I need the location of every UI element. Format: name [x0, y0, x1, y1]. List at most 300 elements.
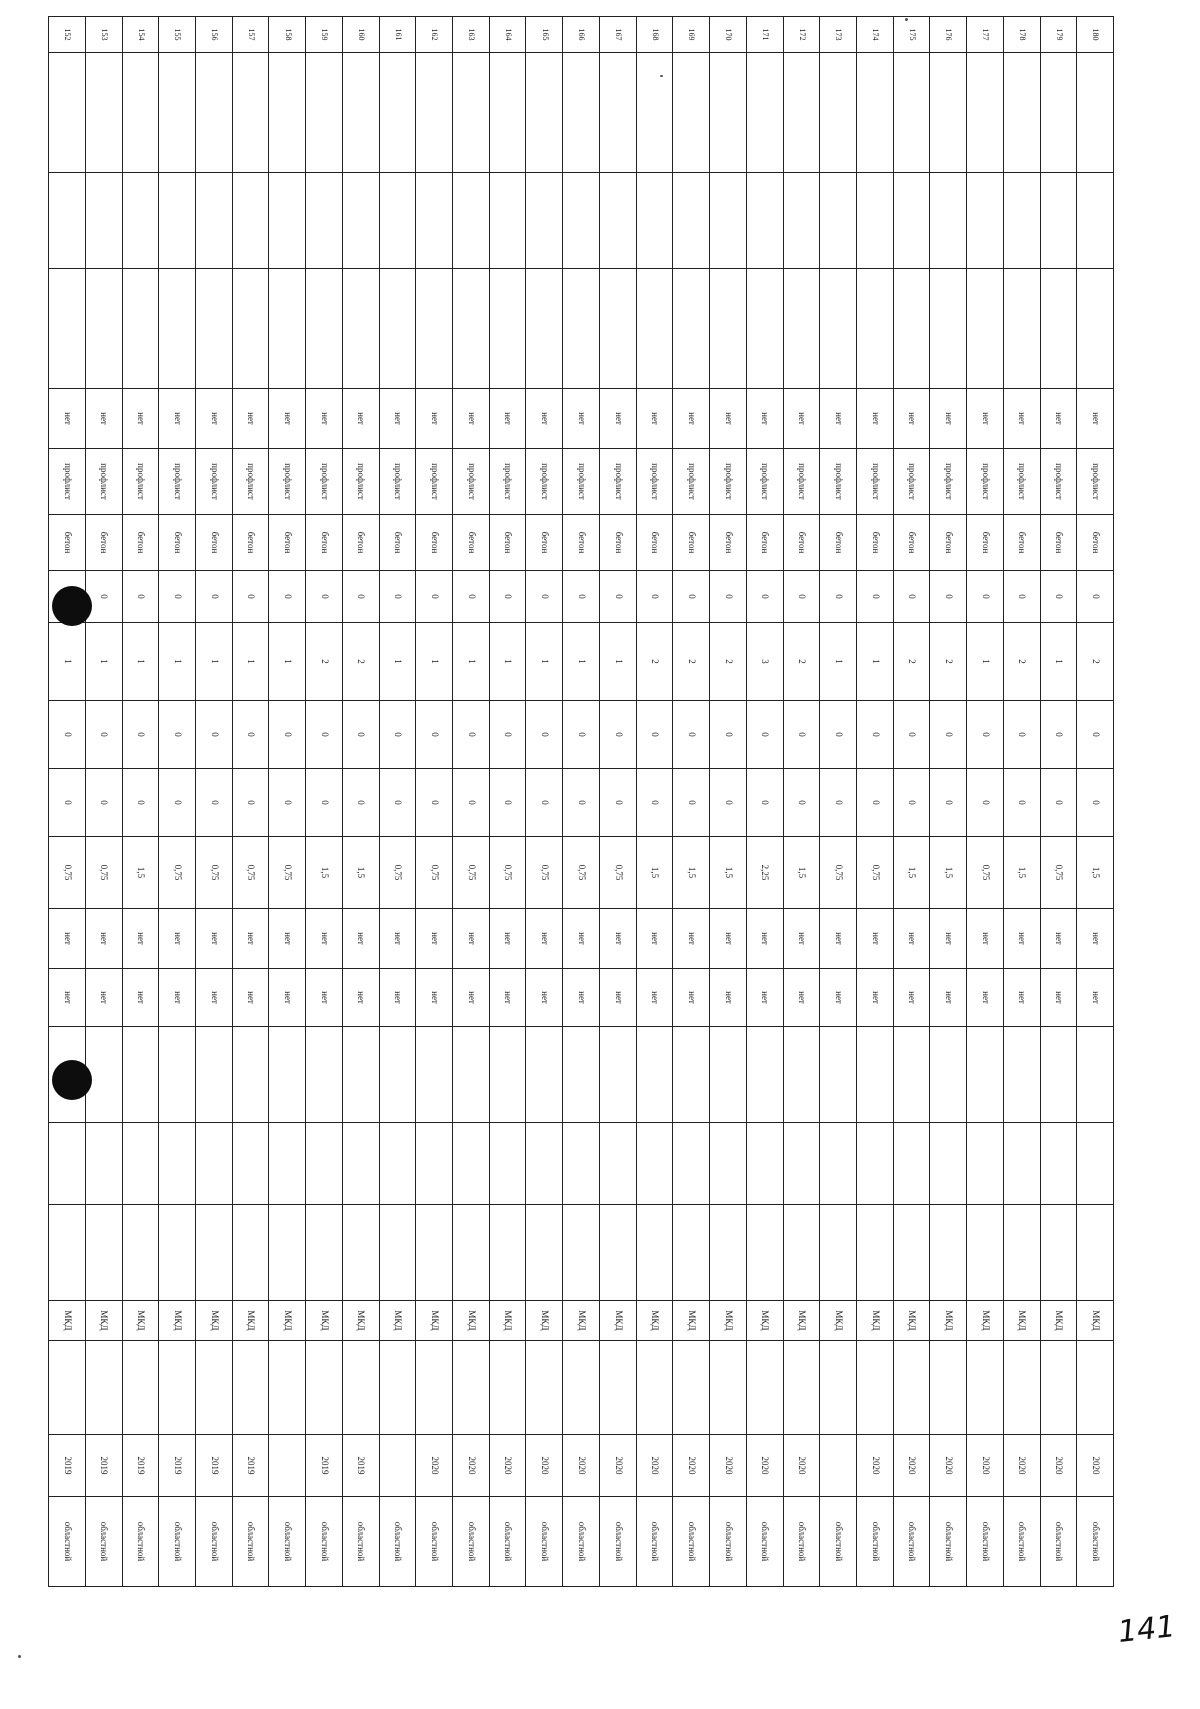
level-cell: областной: [783, 1497, 820, 1587]
table-row: [85, 17, 122, 1587]
flag-cell: нет: [122, 909, 159, 969]
ogrn-cell: [599, 1205, 636, 1301]
level-cell: областной: [526, 1497, 563, 1587]
cadastral-code: [783, 173, 820, 269]
year-cell: 2020: [1077, 1435, 1114, 1497]
subject-type: МКД: [856, 1301, 893, 1341]
cadastral-code: [526, 173, 563, 269]
address: [453, 53, 490, 173]
row-number: 161: [379, 17, 416, 53]
address-secondary: [820, 1341, 857, 1435]
address: [856, 53, 893, 173]
inn-cell: [893, 1123, 930, 1205]
flag-cell: нет: [85, 969, 122, 1027]
subject-type: МКД: [783, 1301, 820, 1341]
flag-cell: нет: [1040, 909, 1077, 969]
coordinates: [453, 269, 490, 389]
flag-cell: нет: [489, 389, 526, 449]
organization: [159, 1027, 196, 1123]
address: [820, 53, 857, 173]
volume-cell: 1,5: [1077, 837, 1114, 909]
address-secondary: [636, 1341, 673, 1435]
base-cell: бетон: [599, 515, 636, 571]
count-cell: 0: [710, 701, 747, 769]
row-number: 166: [563, 17, 600, 53]
volume-cell: 1,5: [930, 837, 967, 909]
inn-cell: [526, 1123, 563, 1205]
scan-speck: [660, 75, 663, 77]
cadastral-code: [49, 173, 86, 269]
flag-cell: нет: [159, 389, 196, 449]
cadastral-code: [232, 173, 269, 269]
count-cell: 1: [232, 623, 269, 701]
flag-cell: нет: [196, 969, 233, 1027]
flag-cell: нет: [416, 389, 453, 449]
cadastral-code: [342, 173, 379, 269]
coordinates: [416, 269, 453, 389]
table-row: [710, 17, 747, 1587]
coordinates: [1077, 269, 1114, 389]
coordinates: [159, 269, 196, 389]
count-cell: 0: [379, 701, 416, 769]
material-cell: профлист: [269, 449, 306, 515]
level-cell: областной: [306, 1497, 343, 1587]
table-row: [342, 17, 379, 1587]
row-number: 170: [710, 17, 747, 53]
flag-cell: нет: [820, 909, 857, 969]
volume-cell: 0,75: [196, 837, 233, 909]
volume-cell: 1,5: [783, 837, 820, 909]
level-cell: областной: [196, 1497, 233, 1587]
organization: [856, 1027, 893, 1123]
material-cell: профлист: [967, 449, 1004, 515]
count-cell: 0: [526, 769, 563, 837]
ogrn-cell: [930, 1205, 967, 1301]
count-cell: 1: [1040, 623, 1077, 701]
organization: [783, 1027, 820, 1123]
count-cell: 2: [783, 623, 820, 701]
address-secondary: [85, 1341, 122, 1435]
flag-cell: нет: [379, 969, 416, 1027]
ogrn-cell: [122, 1205, 159, 1301]
count-cell: 0: [416, 701, 453, 769]
count-cell: 0: [1003, 769, 1040, 837]
material-cell: профлист: [49, 449, 86, 515]
volume-cell: 0,75: [820, 837, 857, 909]
flag-cell: нет: [1003, 909, 1040, 969]
address-secondary: [930, 1341, 967, 1435]
address-secondary: [342, 1341, 379, 1435]
subject-type: МКД: [122, 1301, 159, 1341]
level-cell: областной: [563, 1497, 600, 1587]
level-cell: областной: [746, 1497, 783, 1587]
volume-cell: 0,75: [1040, 837, 1077, 909]
year-cell: [820, 1435, 857, 1497]
inn-cell: [820, 1123, 857, 1205]
address: [306, 53, 343, 173]
flag-cell: нет: [599, 909, 636, 969]
count-cell: 1: [453, 623, 490, 701]
count-cell: 0: [893, 571, 930, 623]
address: [673, 53, 710, 173]
address-secondary: [893, 1341, 930, 1435]
inn-cell: [379, 1123, 416, 1205]
register-table: [48, 16, 1114, 1587]
coordinates: [563, 269, 600, 389]
inn-cell: [1040, 1123, 1077, 1205]
cadastral-code: [856, 173, 893, 269]
year-cell: 2019: [122, 1435, 159, 1497]
year-cell: 2020: [967, 1435, 1004, 1497]
flag-cell: нет: [820, 389, 857, 449]
flag-cell: нет: [416, 969, 453, 1027]
organization: [453, 1027, 490, 1123]
coordinates: [489, 269, 526, 389]
subject-type: МКД: [269, 1301, 306, 1341]
address: [710, 53, 747, 173]
volume-cell: 1,5: [1003, 837, 1040, 909]
address-secondary: [1040, 1341, 1077, 1435]
level-cell: областной: [269, 1497, 306, 1587]
flag-cell: нет: [636, 389, 673, 449]
inn-cell: [673, 1123, 710, 1205]
address-secondary: [710, 1341, 747, 1435]
organization: [196, 1027, 233, 1123]
flag-cell: нет: [967, 969, 1004, 1027]
address-secondary: [232, 1341, 269, 1435]
count-cell: 0: [673, 769, 710, 837]
organization: [563, 1027, 600, 1123]
count-cell: 0: [489, 701, 526, 769]
coordinates: [49, 269, 86, 389]
count-cell: 0: [599, 769, 636, 837]
coordinates: [122, 269, 159, 389]
organization: [306, 1027, 343, 1123]
cadastral-code: [636, 173, 673, 269]
flag-cell: нет: [342, 909, 379, 969]
address: [636, 53, 673, 173]
flag-cell: нет: [49, 969, 86, 1027]
subject-type: МКД: [710, 1301, 747, 1341]
count-cell: 0: [820, 769, 857, 837]
volume-cell: 1,5: [342, 837, 379, 909]
count-cell: 0: [1040, 769, 1077, 837]
subject-type: МКД: [379, 1301, 416, 1341]
inn-cell: [49, 1123, 86, 1205]
flag-cell: нет: [673, 969, 710, 1027]
address-secondary: [599, 1341, 636, 1435]
ogrn-cell: [49, 1205, 86, 1301]
inn-cell: [783, 1123, 820, 1205]
material-cell: профлист: [1040, 449, 1077, 515]
flag-cell: нет: [563, 389, 600, 449]
flag-cell: нет: [85, 909, 122, 969]
coordinates: [306, 269, 343, 389]
volume-cell: 0,75: [526, 837, 563, 909]
table-row: [379, 17, 416, 1587]
table-row: [196, 17, 233, 1587]
coordinates: [783, 269, 820, 389]
base-cell: бетон: [49, 515, 86, 571]
year-cell: 2020: [710, 1435, 747, 1497]
material-cell: профлист: [526, 449, 563, 515]
count-cell: 2: [636, 623, 673, 701]
cadastral-code: [673, 173, 710, 269]
count-cell: 0: [673, 571, 710, 623]
flag-cell: нет: [967, 389, 1004, 449]
address-secondary: [416, 1341, 453, 1435]
organization: [122, 1027, 159, 1123]
address-secondary: [269, 1341, 306, 1435]
count-cell: 0: [820, 571, 857, 623]
inn-cell: [636, 1123, 673, 1205]
count-cell: 0: [453, 571, 490, 623]
base-cell: бетон: [636, 515, 673, 571]
level-cell: областной: [85, 1497, 122, 1587]
register-rows: [49, 17, 1114, 1587]
material-cell: профлист: [893, 449, 930, 515]
count-cell: 2: [710, 623, 747, 701]
cadastral-code: [1077, 173, 1114, 269]
count-cell: 0: [820, 701, 857, 769]
flag-cell: нет: [967, 909, 1004, 969]
row-number: 177: [967, 17, 1004, 53]
table-row: [416, 17, 453, 1587]
address-secondary: [489, 1341, 526, 1435]
volume-cell: 1,5: [673, 837, 710, 909]
address: [1077, 53, 1114, 173]
flag-cell: нет: [746, 389, 783, 449]
scan-speck: [18, 1655, 21, 1658]
volume-cell: 0,75: [232, 837, 269, 909]
count-cell: 2: [673, 623, 710, 701]
count-cell: 0: [1003, 571, 1040, 623]
level-cell: областной: [489, 1497, 526, 1587]
flag-cell: нет: [783, 909, 820, 969]
flag-cell: нет: [893, 909, 930, 969]
base-cell: бетон: [1003, 515, 1040, 571]
year-cell: 2019: [159, 1435, 196, 1497]
flag-cell: нет: [1040, 969, 1077, 1027]
count-cell: 0: [636, 769, 673, 837]
material-cell: профлист: [196, 449, 233, 515]
address: [232, 53, 269, 173]
table-row: [1003, 17, 1040, 1587]
count-cell: 0: [232, 769, 269, 837]
address: [379, 53, 416, 173]
year-cell: 2019: [342, 1435, 379, 1497]
address: [159, 53, 196, 173]
inn-cell: [416, 1123, 453, 1205]
inn-cell: [85, 1123, 122, 1205]
level-cell: областной: [1003, 1497, 1040, 1587]
ogrn-cell: [416, 1205, 453, 1301]
year-cell: 2020: [746, 1435, 783, 1497]
count-cell: 0: [342, 769, 379, 837]
address: [269, 53, 306, 173]
base-cell: бетон: [159, 515, 196, 571]
organization: [1077, 1027, 1114, 1123]
count-cell: 0: [856, 701, 893, 769]
ogrn-cell: [489, 1205, 526, 1301]
inn-cell: [453, 1123, 490, 1205]
subject-type: МКД: [306, 1301, 343, 1341]
count-cell: 0: [1040, 571, 1077, 623]
ogrn-cell: [85, 1205, 122, 1301]
level-cell: областной: [893, 1497, 930, 1587]
count-cell: 0: [489, 571, 526, 623]
count-cell: 0: [1077, 701, 1114, 769]
count-cell: 0: [673, 701, 710, 769]
base-cell: бетон: [453, 515, 490, 571]
table-row: [967, 17, 1004, 1587]
base-cell: бетон: [269, 515, 306, 571]
level-cell: областной: [159, 1497, 196, 1587]
volume-cell: 0,75: [599, 837, 636, 909]
address-secondary: [453, 1341, 490, 1435]
table-row: [930, 17, 967, 1587]
subject-type: МКД: [967, 1301, 1004, 1341]
material-cell: профлист: [710, 449, 747, 515]
material-cell: профлист: [820, 449, 857, 515]
year-cell: 2020: [1003, 1435, 1040, 1497]
base-cell: бетон: [856, 515, 893, 571]
table-row: [599, 17, 636, 1587]
table-row: [563, 17, 600, 1587]
address: [1040, 53, 1077, 173]
flag-cell: нет: [636, 969, 673, 1027]
flag-cell: нет: [306, 969, 343, 1027]
flag-cell: нет: [342, 969, 379, 1027]
year-cell: 2019: [49, 1435, 86, 1497]
row-number: 178: [1003, 17, 1040, 53]
count-cell: 0: [783, 701, 820, 769]
material-cell: профлист: [636, 449, 673, 515]
count-cell: 0: [930, 571, 967, 623]
coordinates: [1040, 269, 1077, 389]
address: [122, 53, 159, 173]
count-cell: 0: [85, 769, 122, 837]
coordinates: [269, 269, 306, 389]
flag-cell: нет: [599, 389, 636, 449]
flag-cell: нет: [856, 389, 893, 449]
table-row: [636, 17, 673, 1587]
year-cell: 2020: [673, 1435, 710, 1497]
base-cell: бетон: [122, 515, 159, 571]
volume-cell: 1,5: [893, 837, 930, 909]
count-cell: 0: [636, 701, 673, 769]
count-cell: 0: [1040, 701, 1077, 769]
row-number: 155: [159, 17, 196, 53]
flag-cell: нет: [526, 969, 563, 1027]
flag-cell: нет: [710, 909, 747, 969]
ogrn-cell: [563, 1205, 600, 1301]
address: [746, 53, 783, 173]
base-cell: бетон: [379, 515, 416, 571]
address-secondary: [856, 1341, 893, 1435]
subject-type: МКД: [342, 1301, 379, 1341]
cadastral-code: [893, 173, 930, 269]
base-cell: бетон: [342, 515, 379, 571]
address: [342, 53, 379, 173]
material-cell: профлист: [930, 449, 967, 515]
count-cell: 0: [930, 701, 967, 769]
flag-cell: нет: [342, 389, 379, 449]
material-cell: профлист: [489, 449, 526, 515]
material-cell: профлист: [453, 449, 490, 515]
level-cell: областной: [379, 1497, 416, 1587]
base-cell: бетон: [710, 515, 747, 571]
coordinates: [196, 269, 233, 389]
organization: [342, 1027, 379, 1123]
subject-type: МКД: [563, 1301, 600, 1341]
count-cell: 3: [746, 623, 783, 701]
flag-cell: нет: [306, 909, 343, 969]
count-cell: 0: [856, 769, 893, 837]
organization: [893, 1027, 930, 1123]
subject-type: МКД: [49, 1301, 86, 1341]
subject-type: МКД: [673, 1301, 710, 1341]
table-row: [856, 17, 893, 1587]
volume-cell: 2,25: [746, 837, 783, 909]
row-number: 157: [232, 17, 269, 53]
count-cell: 0: [306, 571, 343, 623]
cadastral-code: [196, 173, 233, 269]
ogrn-cell: [342, 1205, 379, 1301]
subject-type: МКД: [636, 1301, 673, 1341]
flag-cell: нет: [269, 389, 306, 449]
address: [85, 53, 122, 173]
scanned-register-sheet: [48, 16, 1114, 1562]
cadastral-code: [416, 173, 453, 269]
count-cell: 1: [599, 623, 636, 701]
year-cell: 2020: [599, 1435, 636, 1497]
row-number: 169: [673, 17, 710, 53]
coordinates: [526, 269, 563, 389]
level-cell: областной: [342, 1497, 379, 1587]
address: [967, 53, 1004, 173]
count-cell: 2: [930, 623, 967, 701]
row-number: 172: [783, 17, 820, 53]
table-row: [1077, 17, 1114, 1587]
flag-cell: нет: [85, 389, 122, 449]
count-cell: 0: [232, 571, 269, 623]
count-cell: 2: [342, 623, 379, 701]
cadastral-code: [85, 173, 122, 269]
count-cell: 0: [196, 571, 233, 623]
level-cell: областной: [122, 1497, 159, 1587]
year-cell: 2019: [306, 1435, 343, 1497]
count-cell: 0: [783, 571, 820, 623]
count-cell: 0: [967, 571, 1004, 623]
row-number: 179: [1040, 17, 1077, 53]
count-cell: 1: [379, 623, 416, 701]
count-cell: 1: [416, 623, 453, 701]
count-cell: 1: [856, 623, 893, 701]
table-row: [1040, 17, 1077, 1587]
flag-cell: нет: [49, 389, 86, 449]
ogrn-cell: [1003, 1205, 1040, 1301]
year-cell: 2020: [783, 1435, 820, 1497]
row-number: 158: [269, 17, 306, 53]
subject-type: МКД: [85, 1301, 122, 1341]
material-cell: профлист: [122, 449, 159, 515]
subject-type: МКД: [820, 1301, 857, 1341]
flag-cell: нет: [563, 969, 600, 1027]
base-cell: бетон: [232, 515, 269, 571]
organization: [1040, 1027, 1077, 1123]
volume-cell: 1,5: [306, 837, 343, 909]
